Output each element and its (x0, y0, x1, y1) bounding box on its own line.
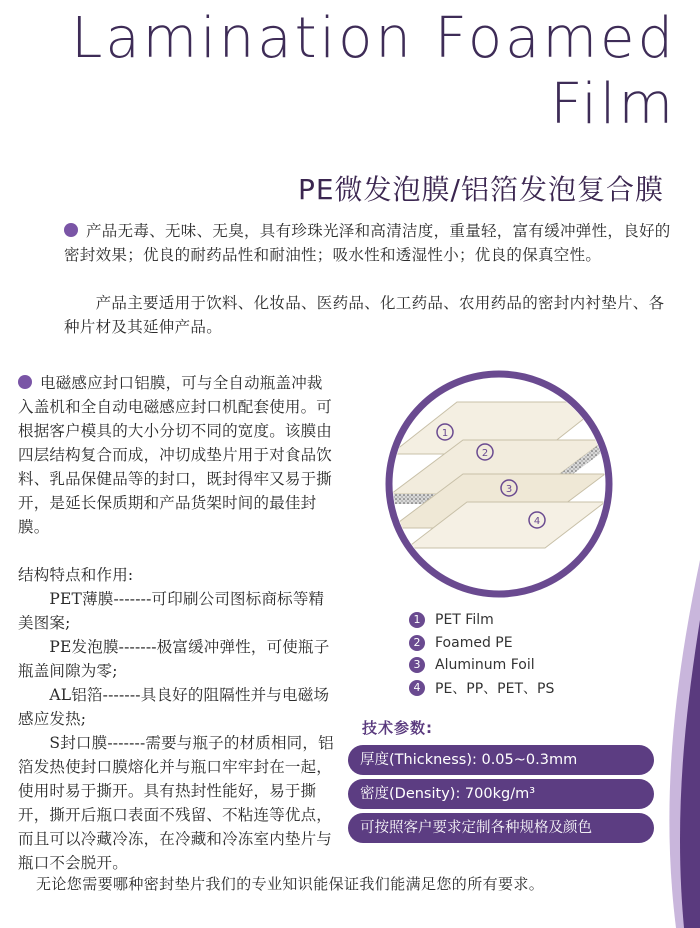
description-column (18, 371, 338, 875)
intro-paragraph-2: 产品主要适用于饮料、化妆品、医药品、化工药品、农用药品的密封内衬垫片、各种片材及其延伸产品。 (64, 294, 665, 336)
product-subtitle: PE微发泡膜/铝箔发泡复合膜 (297, 173, 664, 206)
legend-item (409, 632, 554, 655)
structure-heading: 结构特点和作用: (18, 566, 134, 584)
spec-density: 密度(Density): 700kg/m³ (348, 779, 654, 809)
legend-label: Aluminum Foil (435, 657, 535, 674)
layer-structure-diagram (367, 370, 631, 598)
legend-item (409, 609, 554, 632)
marker-1: 1 (441, 428, 449, 439)
intro-paragraph-1 (64, 219, 674, 267)
legend-number-badge: 3 (409, 657, 425, 673)
legend-number-badge: 1 (409, 612, 425, 628)
spec-thickness: 厚度(Thickness): 0.05~0.3mm (348, 745, 654, 775)
structure-item-al: AL铝箔-------具良好的阻隔性并与电磁场感应发热; (18, 686, 330, 728)
page-title-line-1: Lamination Foamed (71, 6, 676, 71)
marker-3: 3 (505, 484, 513, 495)
page-title-line-2: Film (550, 72, 676, 137)
description-paragraph (18, 371, 338, 539)
structure-item-pet: PET薄膜-------可印刷公司图标商标等精美图案; (18, 590, 325, 632)
legend-label: PE、PP、PET、PS (435, 680, 555, 697)
legend-item (409, 654, 554, 677)
legend-number-badge: 4 (409, 680, 425, 696)
corner-swoosh-decoration (580, 560, 700, 928)
legend-number-badge: 2 (409, 635, 425, 651)
description-text: 电磁感应封口铝膜，可与全自动瓶盖冲裁入盖机和全自动电磁感应封口机配套使用。可根据客户模具的大小分切不同的宽度。该膜由四层结构复合而成，冲切成垫片用于对食品饮料、乳品保健品等的封口，既封得牢又易于撕开，是延长保质期和产品货架时间的最佳封膜。 (18, 374, 333, 536)
marker-4: 4 (533, 516, 541, 527)
legend-item (409, 677, 554, 700)
legend-label: Foamed PE (435, 634, 513, 651)
legend-label: PET Film (435, 612, 494, 629)
intro-text-1: 产品无毒、无味、无臭，具有珍珠光泽和高清洁度，重量轻，富有缓冲弹性，良好的密封效果；优良的耐药品性和耐油性；吸水性和透湿性小；优良的保真空性。 (64, 222, 671, 264)
bullet-icon (18, 375, 32, 389)
bullet-icon (64, 223, 78, 237)
diagram-legend (409, 609, 554, 699)
marker-2: 2 (481, 448, 489, 459)
spec-heading: 技术参数: (362, 719, 433, 737)
structure-item-s: S封口膜-------需要与瓶子的材质相同，铝箔发热使封口膜熔化并与瓶口牢牢封在一起，使用时易于撕开。具有热封性能好，易于撕开，撕开后瓶口表面不残留、不粘连等优点，而且可以冷藏冷冻，在冷藏和冷冻室内垫片与瓶口不会脱开。 (18, 734, 334, 872)
spec-customization: 可按照客户要求定制各种规格及颜色 (348, 813, 654, 843)
structure-item-pe: PE发泡膜-------极富缓冲弹性，可使瓶子瓶盖间隙为零; (18, 638, 330, 680)
footer-statement: 无论您需要哪种密封垫片我们的专业知识能保证我们能满足您的所有要求。 (36, 875, 545, 893)
